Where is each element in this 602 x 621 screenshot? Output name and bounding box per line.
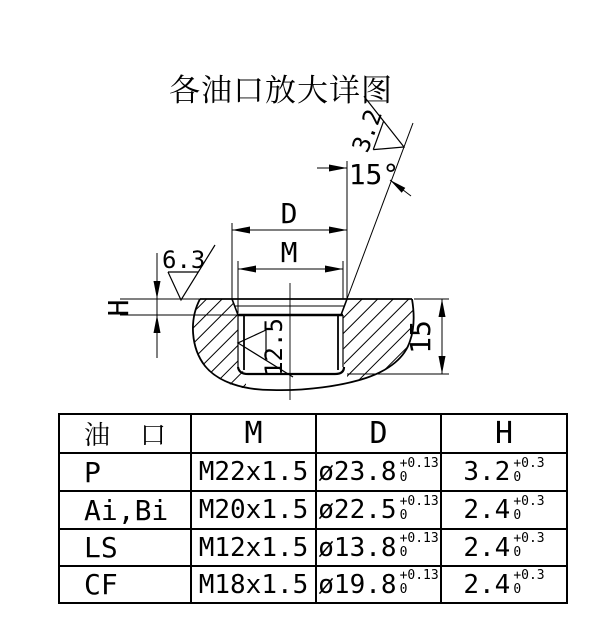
header-d: D: [316, 414, 441, 453]
tol-lower: 0: [513, 469, 522, 485]
tol-lower: 0: [513, 582, 522, 597]
arrow-h-top: [154, 281, 161, 299]
tol-lower: 0: [513, 507, 522, 523]
roughness-symbol-face: [162, 245, 215, 300]
tol-lower: 0: [513, 545, 522, 560]
port-dimension-table: [58, 413, 568, 604]
tol-lower: 0: [399, 469, 408, 485]
h-dimension: 2.4 +0.3 0: [441, 566, 567, 603]
table-row: [59, 491, 567, 529]
table-row: [59, 453, 567, 491]
tol-upper: +0.13: [399, 455, 439, 471]
table-row: [59, 566, 567, 603]
header-port-right: 口: [140, 420, 167, 450]
arrow-m-right: [325, 266, 343, 273]
dim-label-h: H: [102, 299, 135, 317]
table-header-row: [59, 414, 567, 453]
tol-upper: +0.3: [513, 531, 545, 547]
h-dimension: 2.4 +0.3 0: [441, 529, 567, 566]
arrow-m-left: [238, 266, 256, 273]
d-dimension: ø19.8 +0.13 0: [316, 566, 441, 603]
tol-upper: +0.13: [399, 568, 439, 584]
port-name: Ai,Bi: [59, 491, 191, 529]
tol-upper: +0.13: [399, 531, 439, 547]
tol-upper: +0.3: [513, 568, 545, 584]
arrow-angle-stub: [329, 165, 347, 172]
dim-label-d: D: [280, 197, 298, 230]
tol-lower: 0: [399, 507, 408, 523]
roughness-bore-value: 12.5: [260, 318, 288, 376]
arrow-h-bottom: [154, 315, 161, 333]
thread-spec: M20x1.5: [191, 491, 316, 529]
dim-label-angle: 15°: [348, 158, 400, 191]
thread-spec: M18x1.5: [191, 566, 316, 603]
arrow-depth15-top: [439, 299, 446, 317]
tol-upper: +0.13: [399, 493, 439, 509]
tol-lower: 0: [399, 582, 408, 597]
port-name: P: [59, 453, 191, 491]
tol-upper: +0.3: [513, 493, 545, 509]
table-row: [59, 529, 567, 566]
port-name: LS: [59, 529, 191, 566]
h-dimension: 2.4 +0.3 0: [441, 491, 567, 529]
d-dimension: ø23.8 +0.13 0: [316, 453, 441, 491]
arrow-d-left: [232, 227, 250, 234]
h-dimension: 3.2 +0.3 0: [441, 453, 567, 491]
d-dimension: ø22.5 +0.13 0: [316, 491, 441, 529]
tol-lower: 0: [399, 545, 408, 560]
arrow-depth15-bottom: [439, 356, 446, 374]
dim-label-m: M: [280, 236, 298, 269]
header-port-left: 油: [83, 420, 110, 450]
header-m: M: [191, 414, 316, 453]
header-h: H: [441, 414, 567, 453]
bore-bottom-line: [238, 367, 344, 374]
thread-spec: M22x1.5: [191, 453, 316, 491]
arrow-d-right: [329, 227, 347, 234]
header-port: [59, 414, 191, 453]
roughness-face-value: 6.3: [162, 246, 206, 274]
port-name: CF: [59, 566, 191, 603]
drawing-title: 各油口放大详图: [169, 73, 393, 108]
thread-spec: M12x1.5: [191, 529, 316, 566]
dim-label-depth15: 15: [404, 320, 437, 354]
roughness-chamfer-value: 3.2: [346, 105, 388, 156]
d-dimension: ø13.8 +0.13 0: [316, 529, 441, 566]
tol-upper: +0.3: [513, 455, 545, 471]
